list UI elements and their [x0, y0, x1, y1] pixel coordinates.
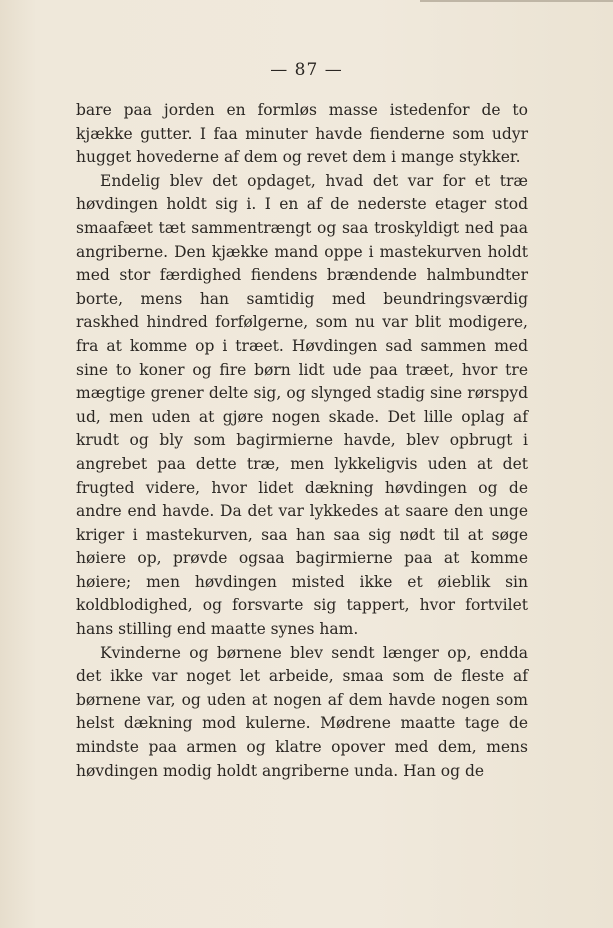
page-number: — 87 — — [270, 60, 343, 80]
paragraph-2: Endelig blev det opdaget, hvad det var for et træ høvdingen holdt sig i. I en af de nederste etager stod smaafæet tæt sammentrængt og saa troskyldigt ned paa angriberne. Den kjække mand oppe i mastekurven holdt med stor færdighed fiendens brændende halmbundter borte, mens han samtidig med beundringsværdig raskhed hindred forfølgerne, som nu var blit modigere, fra at komme op i træet. Høvdingen sad sammen med sine to koner og fire børn lidt ude paa træet, hvor tre mægtige grener delte sig, og slynged stadig sine rørspyd ud, men uden at gjøre nogen skade. Det lille oplag af krudt og bly som bagirmierne havde, blev opbrugt i angrebet paa dette træ, men lykkeligvis uden at det frugted videre, hvor lidet dækning høvdingen og de andre end havde. Da det var lykkedes at saare den unge kriger i mastekurven, saa han saa sig nødt til at søge høiere op, prøvde ogsaa bagirmierne paa at komme høiere; men høvdingen misted ikke et øieblik sin koldblodighed, og forsvarte sig tappert, hvor fortvilet hans stilling end maatte synes ham. — [76, 171, 528, 639]
page-edge-line — [420, 0, 613, 2]
body-text — [76, 99, 528, 783]
paragraph-1: bare paa jorden en formløs masse istedenfor de to kjække gutter. I faa minuter havde fienderne som udyr hugget hovederne af dem og revet dem i mange stykker. — [76, 101, 528, 167]
paragraph-3: Kvinderne og børnene blev sendt længer op, endda det ikke var noget let arbeide, smaa som de fleste af børnene var, og uden at nogen af dem havde nogen som helst dækning mod kulerne. Mødrene maatte tage de mindste paa armen og klatre opover med dem, mens høvdingen modig holdt angriberne unda. Han og de — [76, 643, 528, 780]
